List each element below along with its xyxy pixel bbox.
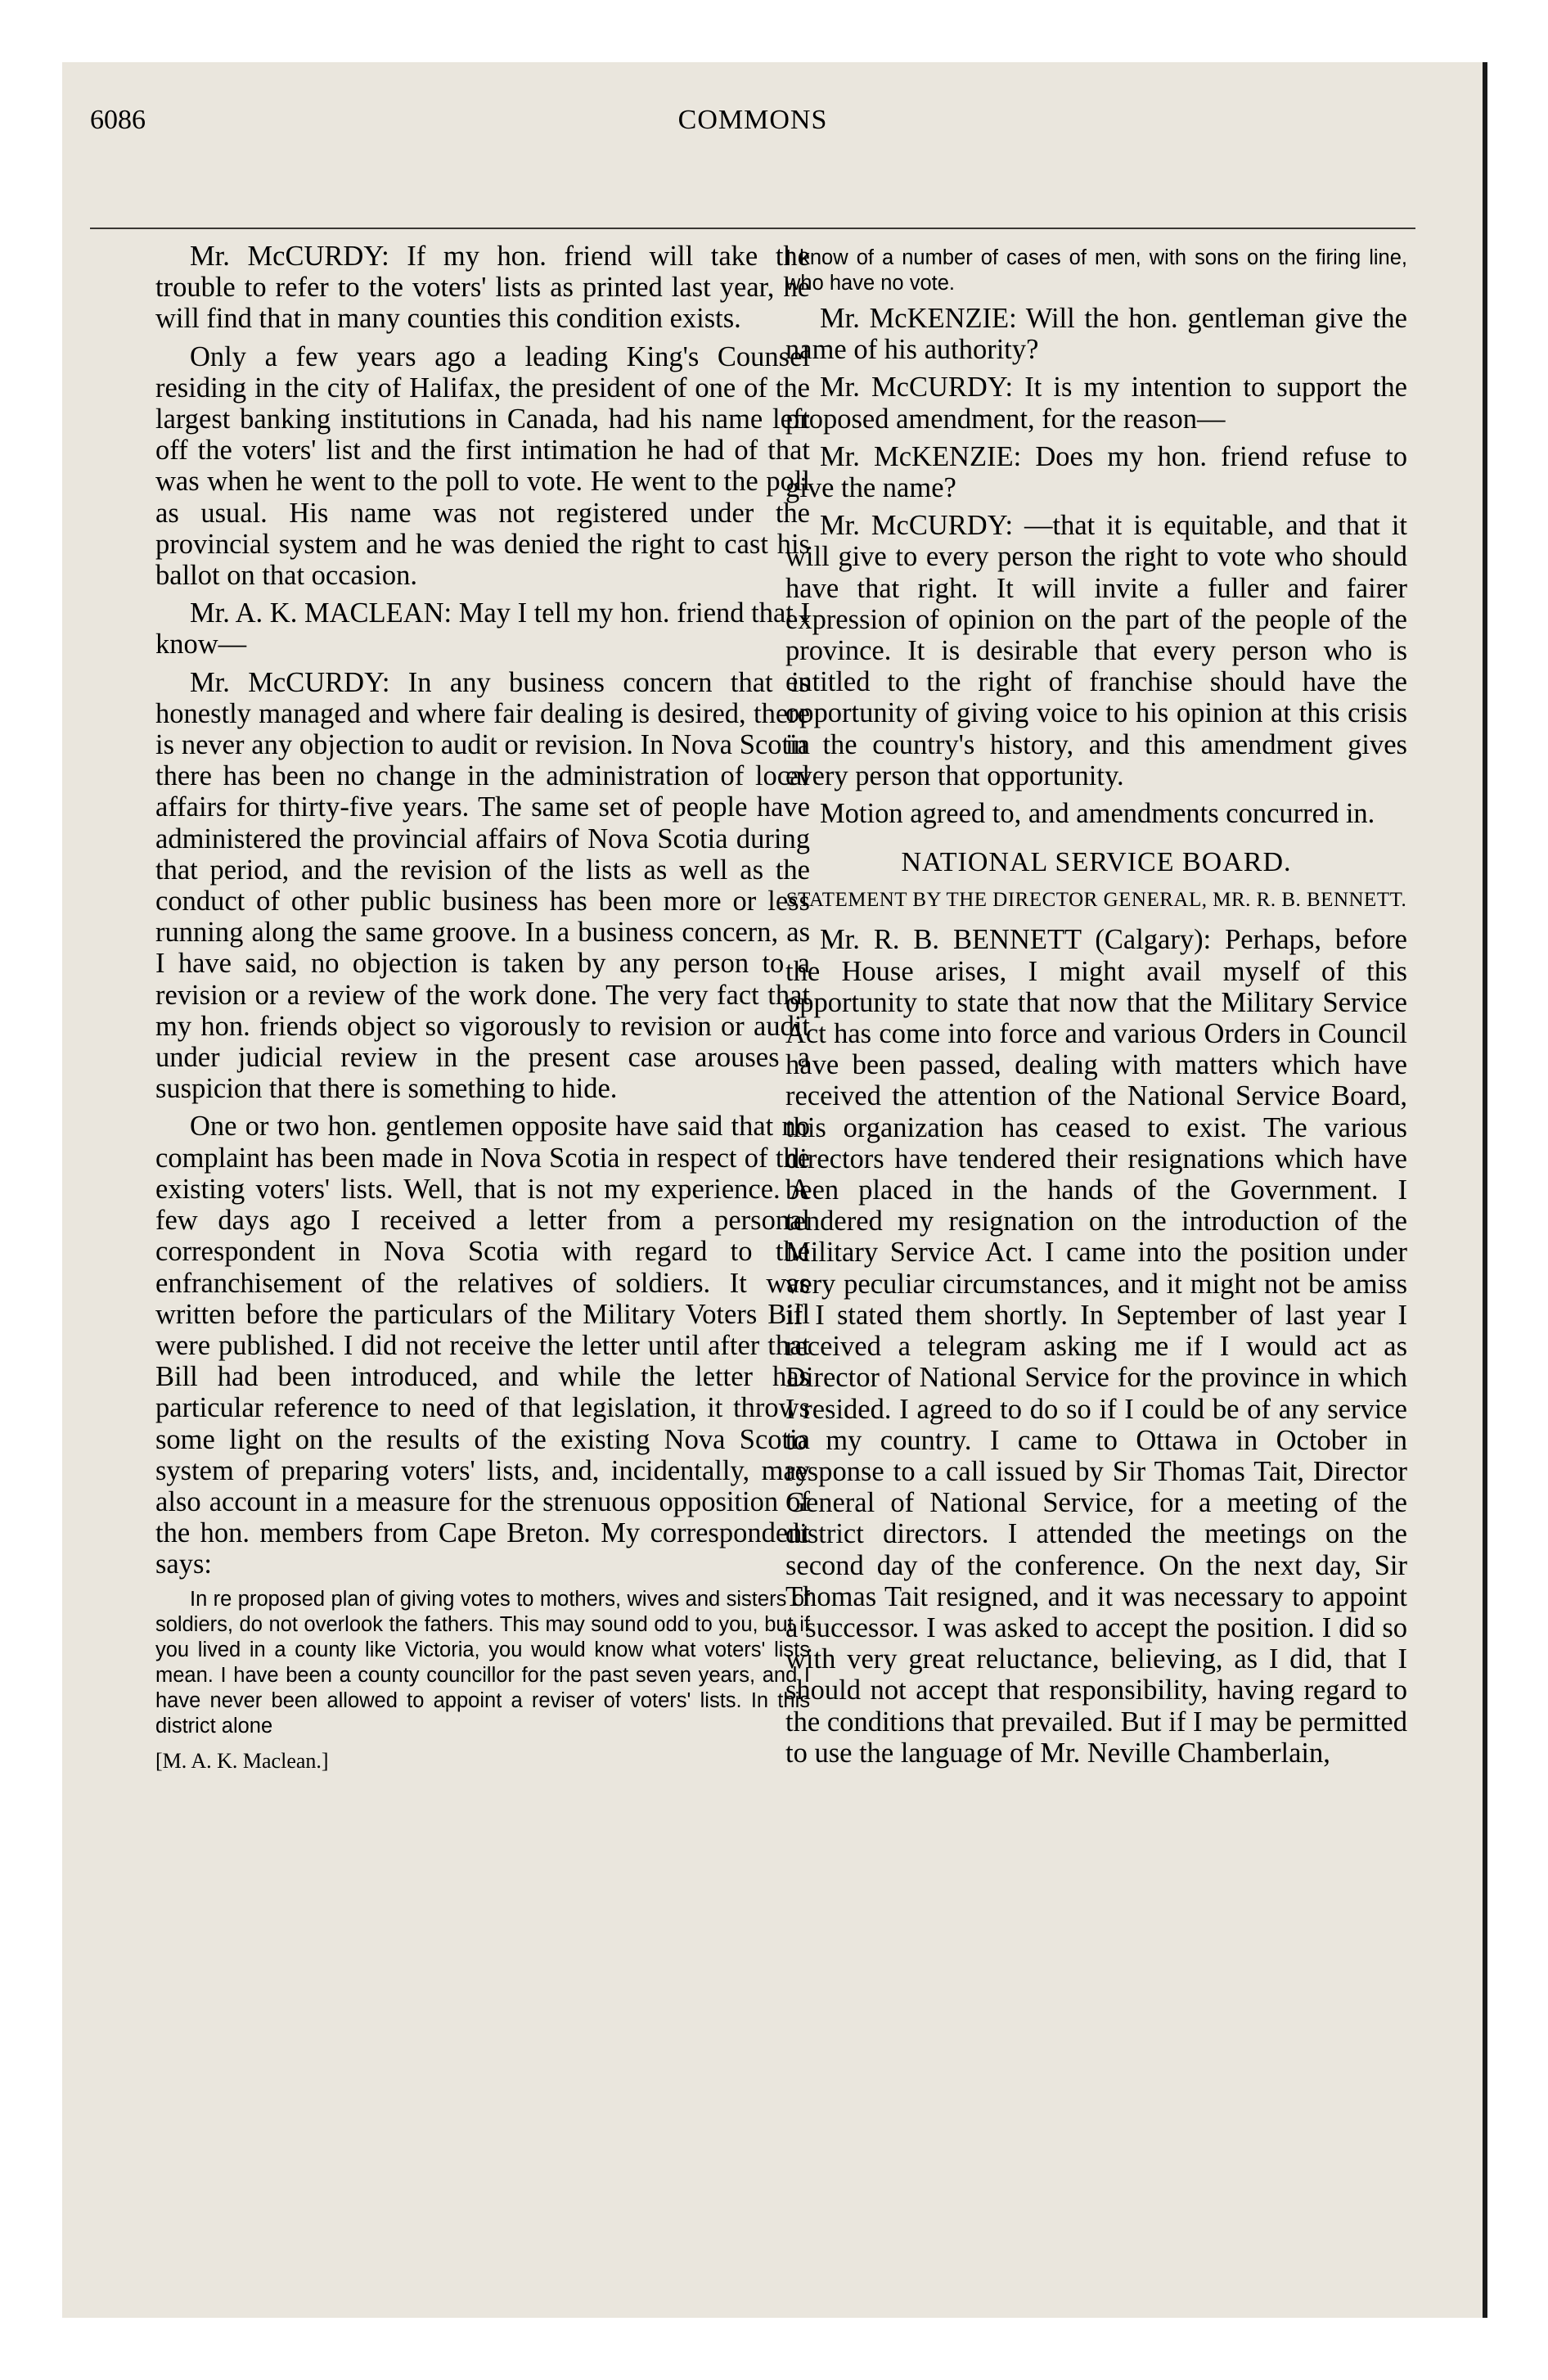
- paragraph: Mr. McCURDY: In any business concern that is honestly managed and where fair dealing is desired, there is never any objection to audit or revision. In Nova Scotia there has been no change in the administration of local affairs for thirty-five years. The same set of people have administered the provincial affairs of Nova Scotia during that period, and the revision of the lists as well as the conduct of other public business has been more or less running along the same groove. In a business concern, as I have said, no objection is taken by any person to a revision or a review of the work done. The very fact that my hon. friends object so vigorously to revision or audit under judicial review in the present case arouses a suspicion that there is something to hide.: [155, 666, 810, 1105]
- paragraph: Only a few years ago a leading King's Counsel residing in the city of Halifax, the president of one of the largest banking institutions in Canada, had his name left off the voters' list and the first intimation he had of that was when he went to the poll to vote. He went to the poll as usual. His name was not registered under the provincial system and he was denied the right to cast his ballot on that occasion.: [155, 340, 810, 592]
- paragraph: Mr. R. B. BENNETT (Calgary): Perhaps, before the House arises, I might avail myself of this opportunity to state that now that the Military Service Act has come into force and various Orders in Council have been passed, dealing with matters which have received the attention of the National Service Board, this organization has ceased to exist. The various directors have tendered their resignations which have been placed in the hands of the Government. I tendered my resignation on the introduction of the Military Service Act. I came into the position under very peculiar circumstances, and it might not be amiss if I stated them shortly. In September of last year I received a telegram asking me if I would act as Director of National Service for the province in which I resided. I agreed to do so if I could be of any service to my country. I came to Ottawa in October in response to a call issued by Sir Thomas Tait, Director General of National Service, for a meeting of the district directors. I attended the meetings on the second day of the conference. On the next day, Sir Thomas Tait resigned, and it was necessary to appoint a successor. I was asked to accept the position. I did so with very great reluctance, believing, as I did, that I should not accept that responsibility, having regard to the conditions that prevailed. But if I may be permitted to use the language of Mr. Neville Chamberlain,: [785, 924, 1407, 1769]
- header-rule: [90, 228, 1415, 229]
- paragraph: Motion agreed to, and amendments concurred in.: [820, 798, 1375, 830]
- left-column: [155, 241, 810, 1777]
- paragraph: Mr. McCURDY: —that it is equitable, and that it will give to every person the right to vote who should have that right. It will invite a fuller and fairer expression of opinion on the part of the people of the province. It is desirable that every person who is entitled to the right of franchise should have the opportunity of giving voice to his opinion at this crisis in the country's history, and this amendment gives every person that opportunity.: [785, 510, 1407, 791]
- paragraph: Mr. McKENZIE: Will the hon. gentleman give the name of his authority?: [785, 303, 1407, 366]
- right-column: [785, 246, 1407, 1775]
- paragraph: One or two hon. gentlemen opposite have said that no complaint has been made in Nova Scotia in respect of the existing voters' lists. Well, that is not my experience. A few days ago I received a letter from a personal correspondent in Nova Scotia with regard to the enfranchisement of the relatives of soldiers. It was written before the particulars of the Military Voters Bill were published. I did not receive the letter until after that Bill had been introduced, and while the letter has particular reference to need of that legislation, it throws some light on the results of the existing Nova Scotia system of preparing voters' lists, and, incidentally, may also account in a measure for the strenuous opposition of the hon. members from Cape Breton. My correspondent says:: [155, 1111, 810, 1580]
- paragraph: Mr. McCURDY: It is my intention to support the proposed amendment, for the reason—: [785, 372, 1407, 435]
- section-subtitle: STATEMENT BY THE DIRECTOR GENERAL, MR. R. B. BENNETT.: [785, 889, 1407, 912]
- page-edge: [1483, 62, 1487, 2318]
- running-head: COMMONS: [677, 105, 828, 135]
- paragraph: Mr. McKENZIE: Does my hon. friend refuse to give the name?: [785, 440, 1407, 504]
- section-title: NATIONAL SERVICE BOARD.: [901, 847, 1292, 878]
- speaker-footer: [M. A. K. Maclean.]: [155, 1748, 329, 1773]
- page-header: [90, 105, 1415, 154]
- quoted-letter: In re proposed plan of giving votes to mothers, wives and sisters of soldiers, do not overlook the fathers. This may sound odd to you, but if you lived in a county like Victoria, you would know what voters' lists mean. I have been a county councillor for the past seven years, and I have never been allowed to appoint a reviser of voters' lists. In this district alone: [155, 1587, 810, 1738]
- paragraph: Mr. McCURDY: If my hon. friend will take the trouble to refer to the voters' lists as printed last year, he will find that in many counties this condition exists.: [155, 241, 810, 335]
- paragraph: Mr. A. K. MACLEAN: May I tell my hon. friend that I know—: [155, 597, 810, 660]
- page-number: 6086: [90, 105, 146, 135]
- quoted-letter-continued: I know of a number of cases of men, with sons on the firing line, who have no vote.: [785, 246, 1407, 295]
